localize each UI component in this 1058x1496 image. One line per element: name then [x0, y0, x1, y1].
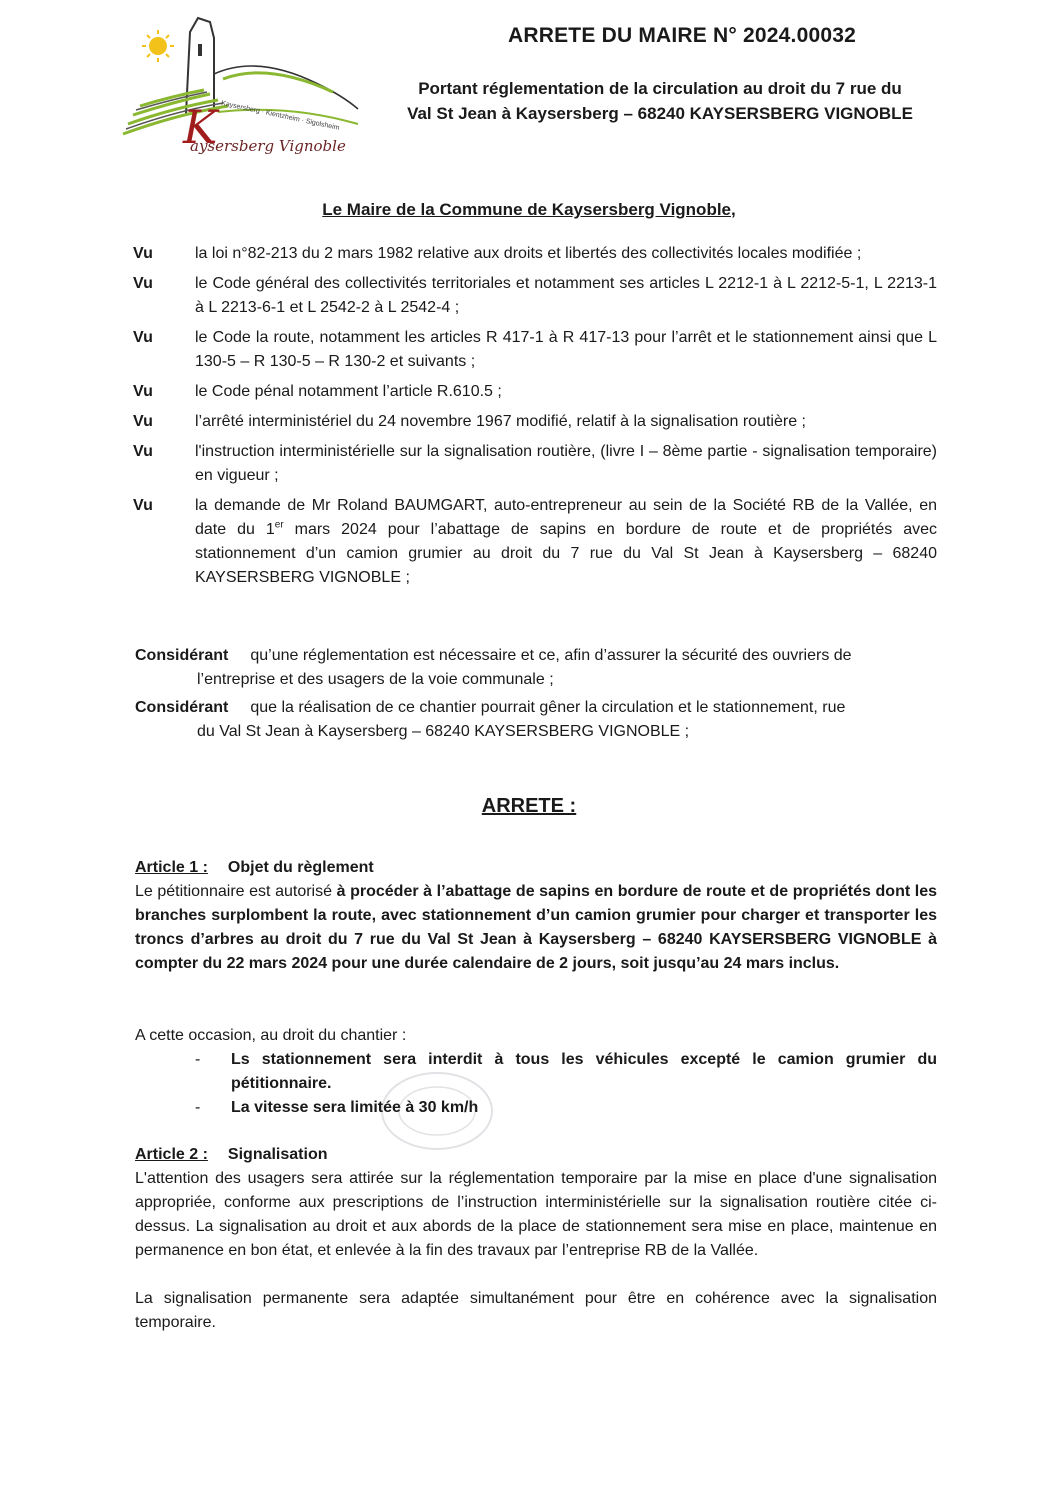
- vu-label: Vu: [133, 443, 153, 460]
- vu-text: l’arrêté interministériel du 24 novembre 1967 modifié, relatif à la signalisation routière ;: [195, 413, 806, 430]
- vu-item: [133, 380, 937, 404]
- vu-label: Vu: [133, 497, 153, 514]
- article-1-label: Article 1 :: [135, 859, 208, 876]
- vu-text: le Code général des collectivités territoriales et notamment ses articles L 2212-1 à L 2212-5-1, L 2213-1 à L 2213-6-1 et L 2542-2 à L 2542-4 ;: [195, 275, 937, 316]
- vu-label: Vu: [133, 329, 153, 346]
- vu-item: [133, 326, 937, 374]
- considerant-text: que la réalisation de ce chantier pourrait gêner la circulation et le stationnement, rue: [250, 699, 846, 716]
- bullet-item: - La vitesse sera limitée à 30 km/h: [195, 1096, 937, 1120]
- vu-text: [195, 494, 937, 590]
- vu-last-before: la demande de Mr Roland BAUMGART, auto-entrepreneur au sein de la Société RB de la Vallée, en date du 1: [195, 497, 937, 538]
- subtitle-line-2: Val St Jean à Kaysersberg – 68240 KAYSERSBERG VIGNOBLE: [407, 104, 913, 123]
- arrete-heading: ARRETE :: [481, 795, 577, 817]
- article-2-label: Article 2 :: [135, 1146, 208, 1163]
- article-1-body: [135, 880, 937, 976]
- considerant-label: Considérant: [135, 647, 229, 664]
- mayor-heading: Le Maire de la Commune de Kaysersberg Vignoble,: [322, 200, 736, 219]
- vu-item: [133, 494, 937, 590]
- vu-label: Vu: [133, 245, 153, 262]
- considerant-item: [135, 644, 937, 692]
- considerant-continuation: du Val St Jean à Kaysersberg – 68240 KAYSERSBERG VIGNOBLE ;: [197, 723, 690, 740]
- considerant-text: qu’une réglementation est nécessaire et ce, afin d’assurer la sécurité des ouvriers de: [250, 647, 852, 664]
- article-2-title: Signalisation: [227, 1146, 328, 1163]
- article-2-para-2: La signalisation permanente sera adaptée simultanément pour être en cohérence avec la signalisation temporaire.: [135, 1290, 937, 1331]
- subtitle-line-1: Portant réglementation de la circulation au droit du 7 rue du: [418, 79, 902, 98]
- vu-text: la loi n°82-213 du 2 mars 1982 relative aux droits et libertés des collectivités locales modifiée ;: [195, 245, 862, 262]
- article-1-intro: Le pétitionnaire est autorisé: [135, 883, 337, 900]
- vu-item: [133, 272, 937, 320]
- vu-last-after: mars 2024 pour l’abattage de sapins en bordure de route et de propriétés avec stationnement d’un camion grumier au droit du 7 rue du Val St Jean à Kaysersberg – 68240 KAYSERSBERG VIGNOBLE ;: [195, 521, 938, 586]
- considerant-item: [135, 696, 937, 744]
- article-1-bullets: [195, 1048, 937, 1120]
- vu-last-sup: er: [274, 519, 284, 531]
- bullet-item: - Ls stationnement sera interdit à tous les véhicules excepté le camion grumier du pétitionnaire.: [195, 1048, 937, 1096]
- vu-text: le Code pénal notamment l’article R.610.5 ;: [195, 383, 502, 400]
- faded-stamp: [372, 1066, 502, 1156]
- logo-letter-k: K: [183, 100, 218, 154]
- vu-label: Vu: [133, 413, 153, 430]
- article-1-occasion: A cette occasion, au droit du chantier :: [135, 1027, 407, 1044]
- considerant-label: Considérant: [135, 699, 229, 716]
- logo-villages: Kaysersberg · Kientzheim · Sigolsheim: [220, 100, 340, 132]
- vu-item: [133, 440, 937, 488]
- logo-name: aysersberg Vignoble: [190, 137, 346, 155]
- bullet-text: Ls stationnement sera interdit à tous les véhicules excepté le camion grumier du pétitionnaire.: [231, 1051, 937, 1092]
- article-2-heading: [135, 1143, 328, 1167]
- bullet-text: La vitesse sera limitée à 30 km/h: [231, 1099, 479, 1116]
- vu-list: [133, 242, 937, 596]
- considerant-continuation: l’entreprise et des usagers de la voie communale ;: [197, 671, 554, 688]
- vu-label: Vu: [133, 383, 153, 400]
- article-2-para-1: L'attention des usagers sera attirée sur la réglementation temporaire par la mise en place d'une signalisation appropriée, conforme aux prescriptions de l’instruction interministérielle sur la signalisation routière citée ci-dessus. La signalisation au droit et aux abords de la place de stationnement sera mise en place, maintenue en permanence en bon état, et enlevée à la fin des travaux par l’entreprise RB de la Vallée.: [135, 1170, 937, 1259]
- decree-subtitle: [380, 76, 940, 126]
- article-1-title: Objet du règlement: [227, 859, 374, 876]
- decree-title: ARRETE DU MAIRE N° 2024.00032: [508, 24, 856, 47]
- vu-item: [133, 242, 937, 266]
- vu-label: Vu: [133, 275, 153, 292]
- article-1-heading: [135, 856, 374, 880]
- vu-text: le Code la route, notamment les articles R 417-1 à R 417-13 pour l’arrêt et le stationnement ainsi que L 130-5 – R 130-5 – R 130-2 et suivants ;: [195, 329, 937, 370]
- vu-item: [133, 410, 937, 434]
- vu-text: l'instruction interministérielle sur la signalisation routière, (livre I – 8ème partie - signalisation temporaire) en vigueur ;: [195, 443, 937, 484]
- article-1-bold: à procéder à l’abattage de sapins en bordure de route et de propriétés dont les branches surplombent la route, avec stationnement d’un camion grumier pour charger et transporter les troncs d’arbres au droit du 7 rue du Val St Jean à Kaysersberg – 68240 KAYSERSBERG VIGNOBLE à compter du 22 mars 2024 pour une durée calendaire de 2 jours, soit jusqu’au 24 mars inclus.: [135, 883, 938, 972]
